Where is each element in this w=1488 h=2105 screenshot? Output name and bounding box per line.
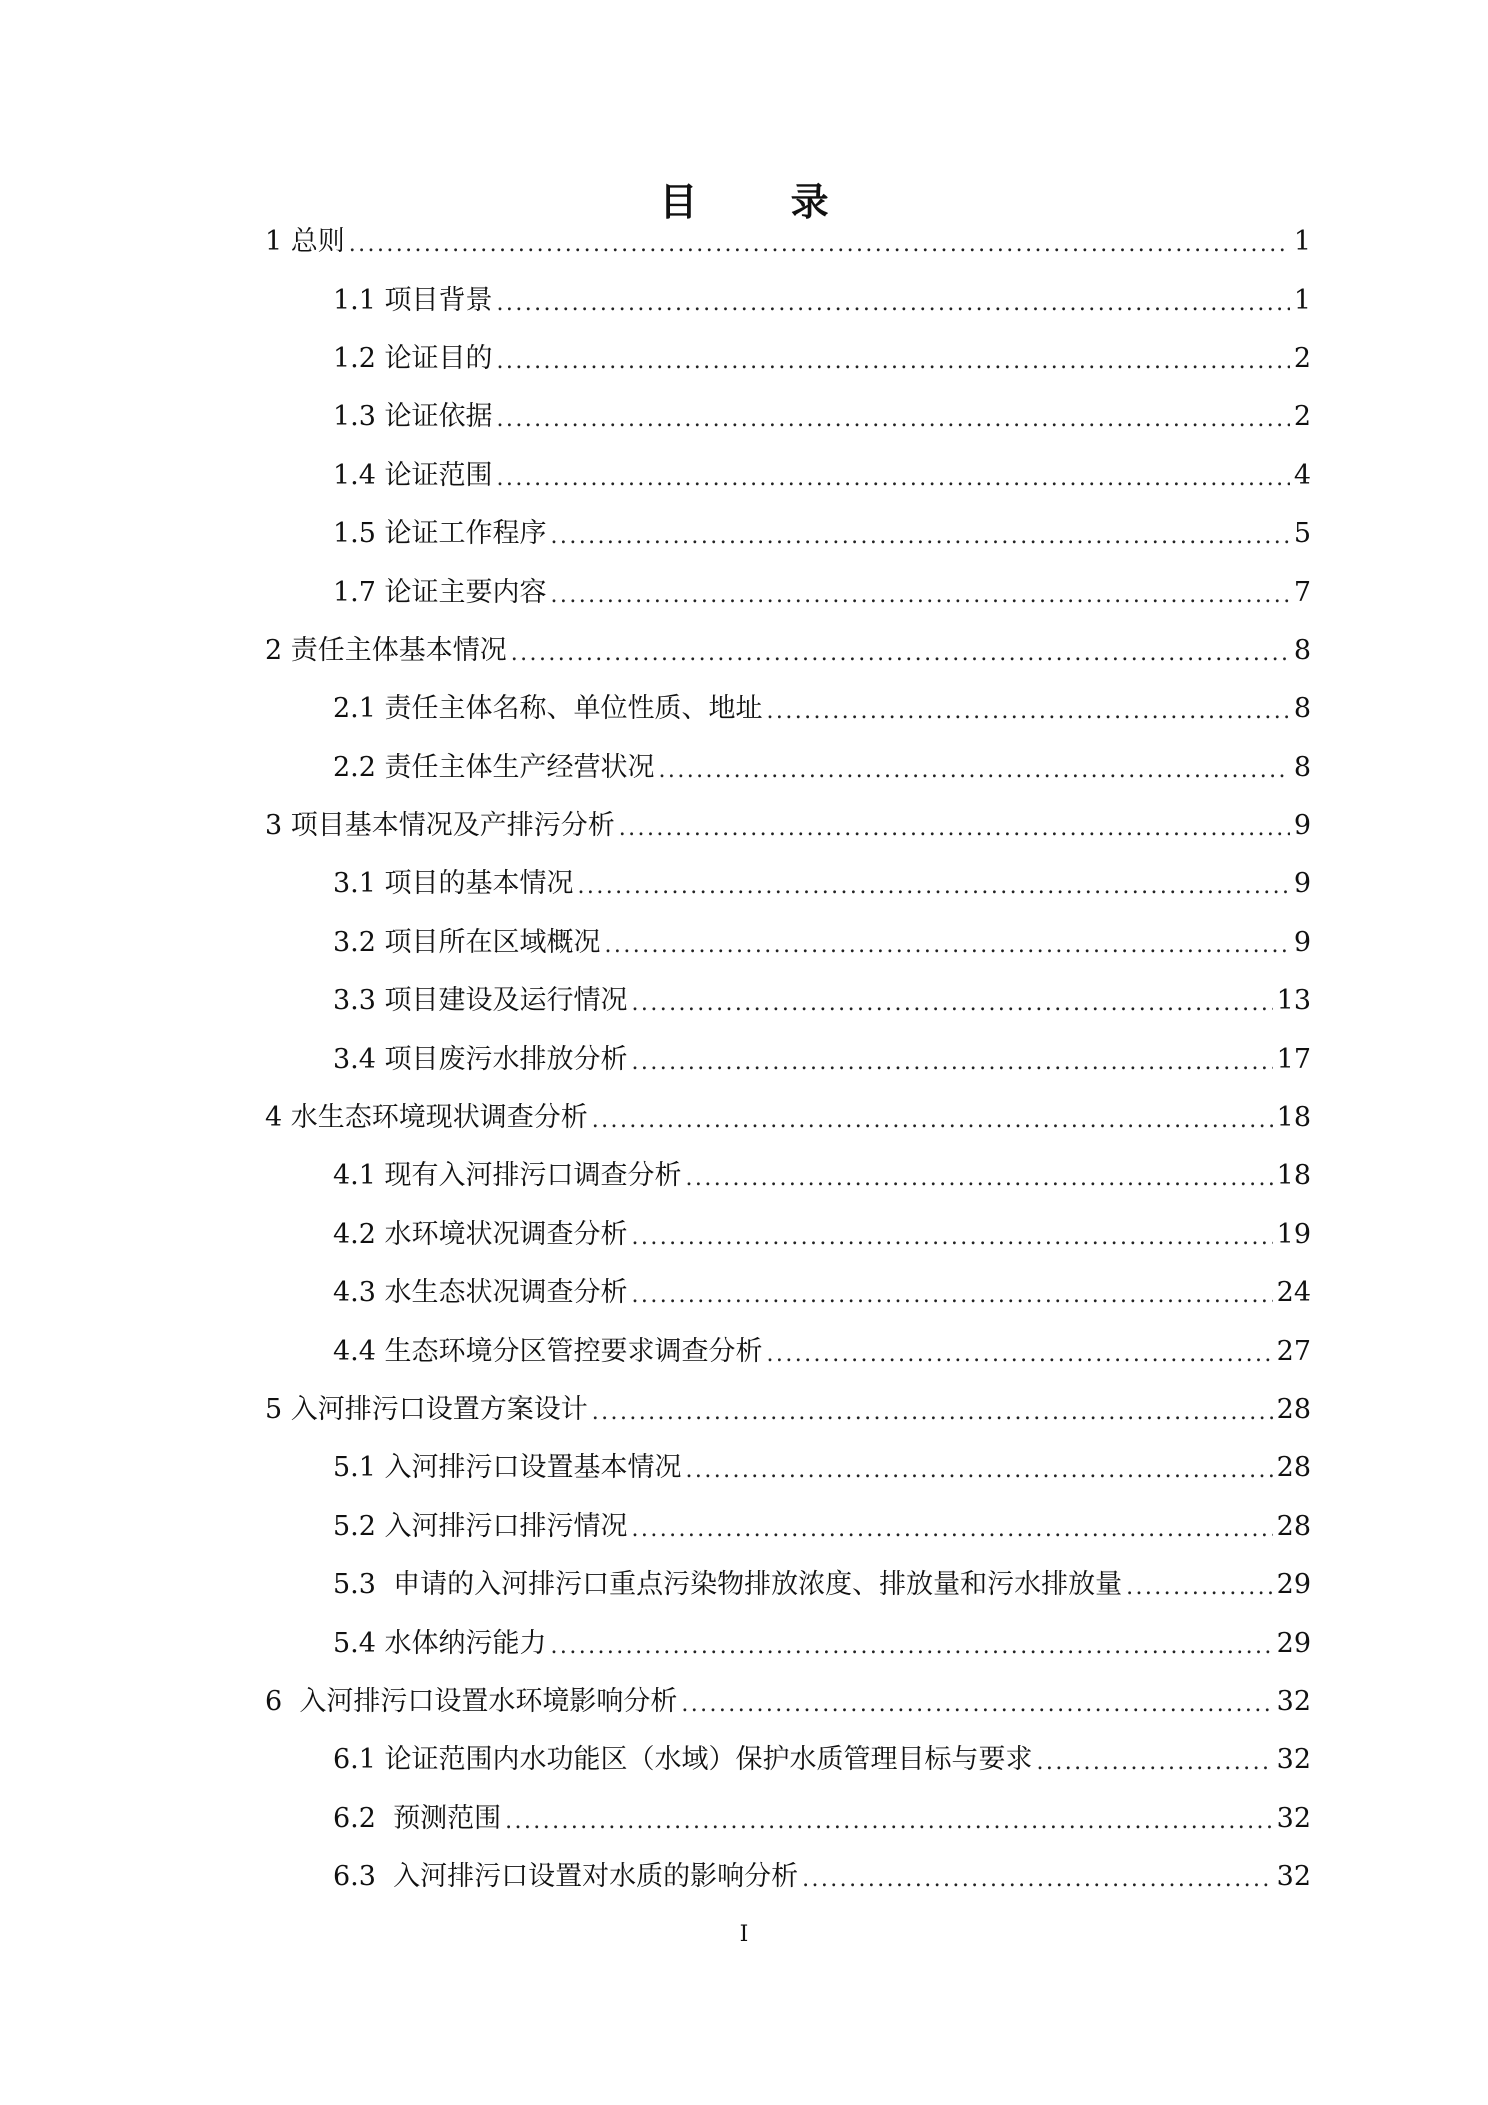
toc-leader-dots xyxy=(1037,1734,1273,1792)
toc-entry-label: 6.3 入河排污口设置对水质的影响分析 xyxy=(333,1861,799,1893)
toc-entry-page-number: 28 xyxy=(1276,1452,1311,1484)
toc-entry[interactable] xyxy=(0,1848,1488,1906)
toc-entry-label: 1.2 论证目的 xyxy=(333,342,493,374)
toc-entry[interactable] xyxy=(0,1322,1488,1380)
toc-leader-dots xyxy=(619,800,1290,858)
toc-leader-dots xyxy=(497,275,1290,333)
toc-entry[interactable] xyxy=(0,1206,1488,1264)
toc-entry[interactable] xyxy=(0,1790,1488,1848)
toc-leader-dots xyxy=(497,391,1290,449)
toc-entry[interactable] xyxy=(0,1030,1488,1088)
toc-entry-page-number: 13 xyxy=(1276,985,1311,1017)
toc-entry-page-number: 28 xyxy=(1276,1510,1311,1542)
toc-entry[interactable] xyxy=(0,914,1488,972)
toc-leader-dots xyxy=(605,917,1290,975)
toc-entry[interactable] xyxy=(0,739,1488,797)
toc-entry[interactable] xyxy=(0,447,1488,505)
toc-leader-dots xyxy=(767,683,1290,741)
toc-entry-page-number: 32 xyxy=(1276,1802,1311,1834)
toc-entry-page-number: 29 xyxy=(1276,1627,1311,1659)
toc-entry-page-number: 32 xyxy=(1276,1685,1311,1717)
toc-entry-page-number: 18 xyxy=(1276,1160,1311,1192)
toc-entry-label: 5 入河排污口设置方案设计 xyxy=(265,1394,588,1425)
table-of-contents xyxy=(0,213,1488,1906)
toc-entry-label: 6 入河排污口设置水环境影响分析 xyxy=(265,1685,678,1717)
toc-entry-label: 4.2 水环境状况调查分析 xyxy=(333,1218,628,1250)
toc-entry-label: 1.4 论证范围 xyxy=(333,459,493,491)
toc-leader-dots xyxy=(497,450,1290,508)
toc-entry-label: 3.1 项目的基本情况 xyxy=(333,868,574,900)
toc-entry-label: 4.1 现有入河排污口调查分析 xyxy=(333,1160,682,1192)
toc-leader-dots xyxy=(632,1034,1273,1092)
toc-entry[interactable] xyxy=(0,680,1488,738)
toc-entry-page-number: 2 xyxy=(1293,342,1311,374)
toc-entry[interactable] xyxy=(0,1731,1488,1789)
toc-entry-label: 6.2 预测范围 xyxy=(333,1802,502,1834)
toc-entry-label: 3.2 项目所在区域概况 xyxy=(333,926,601,958)
toc-leader-dots xyxy=(551,508,1290,566)
toc-entry[interactable] xyxy=(0,213,1488,271)
toc-entry[interactable] xyxy=(0,1147,1488,1205)
toc-entry[interactable] xyxy=(0,1614,1488,1672)
toc-entry-page-number: 28 xyxy=(1276,1394,1311,1425)
toc-entry-label: 1.7 论证主要内容 xyxy=(333,576,547,608)
toc-entry[interactable] xyxy=(0,1264,1488,1322)
toc-title: 目 录 xyxy=(659,179,869,224)
toc-entry-label: 2.2 责任主体生产经营状况 xyxy=(333,751,655,783)
toc-leader-dots xyxy=(551,1618,1273,1676)
toc-leader-dots xyxy=(505,1793,1273,1851)
toc-entry-page-number: 9 xyxy=(1293,810,1311,842)
toc-entry-label: 5.3 申请的入河排污口重点污染物排放浓度、排放量和污水排放量 xyxy=(333,1569,1123,1601)
toc-leader-dots xyxy=(686,1150,1273,1208)
toc-entry[interactable] xyxy=(0,1381,1488,1439)
toc-entry-page-number: 19 xyxy=(1276,1218,1311,1250)
toc-entry-page-number: 1 xyxy=(1293,226,1311,258)
toc-leader-dots xyxy=(1126,1559,1273,1617)
toc-entry-label: 4 水生态环境现状调查分析 xyxy=(265,1102,588,1134)
toc-leader-dots xyxy=(659,742,1290,800)
toc-entry[interactable] xyxy=(0,563,1488,621)
toc-entry-label: 4.3 水生态状况调查分析 xyxy=(333,1277,628,1309)
toc-entry[interactable] xyxy=(0,505,1488,563)
toc-leader-dots xyxy=(686,1442,1273,1500)
toc-entry[interactable] xyxy=(0,797,1488,855)
toc-entry-label: 4.4 生态环境分区管控要求调查分析 xyxy=(333,1335,763,1367)
toc-entry-label: 2.1 责任主体名称、单位性质、地址 xyxy=(333,693,763,725)
toc-entry-label: 2 责任主体基本情况 xyxy=(265,634,507,666)
toc-leader-dots xyxy=(767,1326,1273,1384)
toc-leader-dots xyxy=(632,1209,1273,1267)
toc-leader-dots xyxy=(632,975,1273,1033)
toc-leader-dots xyxy=(592,1092,1273,1150)
toc-leader-dots xyxy=(551,567,1290,625)
toc-entry-label: 6.1 论证范围内水功能区（水域）保护水质管理目标与要求 xyxy=(333,1744,1033,1776)
toc-entry-page-number: 4 xyxy=(1293,459,1311,491)
toc-entry-label: 5.2 入河排污口排污情况 xyxy=(333,1510,628,1542)
toc-entry-page-number: 7 xyxy=(1293,576,1311,608)
toc-entry-label: 1.5 论证工作程序 xyxy=(333,518,547,550)
toc-entry[interactable] xyxy=(0,388,1488,446)
toc-entry[interactable] xyxy=(0,972,1488,1030)
toc-leader-dots xyxy=(802,1851,1273,1909)
toc-leader-dots xyxy=(632,1267,1273,1325)
toc-leader-dots xyxy=(592,1384,1273,1442)
toc-entry-page-number: 18 xyxy=(1276,1102,1311,1134)
toc-leader-dots xyxy=(681,1676,1272,1734)
toc-entry[interactable] xyxy=(0,622,1488,680)
toc-entry-page-number: 24 xyxy=(1276,1277,1311,1309)
toc-entry-label: 3.3 项目建设及运行情况 xyxy=(333,985,628,1017)
toc-entry-label: 1 总则 xyxy=(265,226,345,258)
toc-entry[interactable] xyxy=(0,330,1488,388)
toc-entry-page-number: 5 xyxy=(1293,518,1311,550)
toc-entry-page-number: 2 xyxy=(1293,401,1311,433)
toc-entry-label: 3.4 项目废污水排放分析 xyxy=(333,1043,628,1075)
toc-entry[interactable] xyxy=(0,1673,1488,1731)
toc-entry-page-number: 8 xyxy=(1293,634,1311,666)
toc-entry[interactable] xyxy=(0,1556,1488,1614)
toc-leader-dots xyxy=(578,858,1290,916)
toc-entry-page-number: 9 xyxy=(1293,926,1311,958)
toc-entry-label: 3 项目基本情况及产排污分析 xyxy=(265,810,615,842)
toc-entry-page-number: 29 xyxy=(1276,1569,1311,1601)
footer-page-number: I xyxy=(739,1922,749,1947)
toc-entry-page-number: 9 xyxy=(1293,868,1311,900)
toc-entry-label: 1.3 论证依据 xyxy=(333,401,493,433)
toc-entry-page-number: 8 xyxy=(1293,751,1311,783)
toc-entry[interactable] xyxy=(0,271,1488,329)
toc-entry[interactable] xyxy=(0,1439,1488,1497)
toc-leader-dots xyxy=(349,216,1290,274)
toc-leader-dots xyxy=(511,625,1290,683)
toc-entry-page-number: 27 xyxy=(1276,1335,1311,1367)
toc-entry[interactable] xyxy=(0,1498,1488,1556)
toc-entry[interactable] xyxy=(0,855,1488,913)
toc-entry-page-number: 17 xyxy=(1276,1043,1311,1075)
toc-entry-page-number: 32 xyxy=(1276,1744,1311,1776)
toc-entry-page-number: 1 xyxy=(1293,284,1311,316)
toc-leader-dots xyxy=(497,333,1290,391)
toc-entry-label: 1.1 项目背景 xyxy=(333,284,493,316)
toc-leader-dots xyxy=(632,1501,1273,1559)
toc-entry-page-number: 32 xyxy=(1276,1861,1311,1893)
toc-entry-label: 5.4 水体纳污能力 xyxy=(333,1627,547,1659)
toc-entry-label: 5.1 入河排污口设置基本情况 xyxy=(333,1452,682,1484)
toc-entry[interactable] xyxy=(0,1089,1488,1147)
toc-entry-page-number: 8 xyxy=(1293,693,1311,725)
